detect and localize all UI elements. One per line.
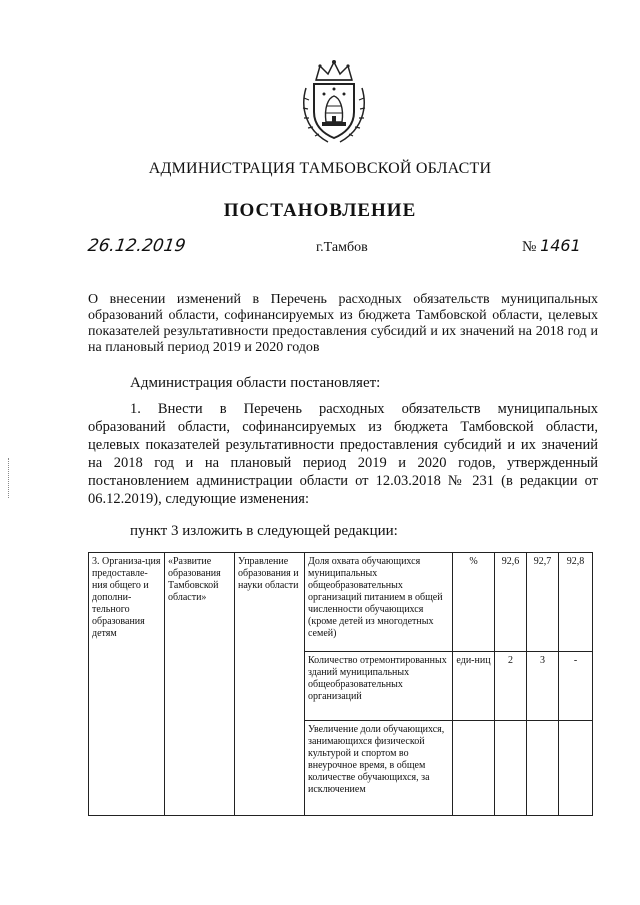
agency-title: АДМИНИСТРАЦИЯ ТАМБОВСКОЙ ОБЛАСТИ <box>148 160 492 177</box>
value-2018-cell: 92,6 <box>495 553 527 652</box>
indicator-cell: Количество отремонтированных зданий муниципальных общеобразовательных организаций <box>305 652 453 721</box>
value-2019-cell <box>527 721 559 816</box>
paragraph-1: 1. Внести в Перечень расходных обязательств муниципальных образований области, софинансируемых из бюджета Тамбовской области, целевых показателей результативности предоставления субсидий и их значений на 2018 год и на плановый период 2019 и 2020 годов, утвержденный постановлением администрации области от 12.03.2018 № 231 (в редакции от 06.12.2019), следующие изменения: <box>88 401 598 507</box>
sub-paragraph: пункт 3 изложить в следующей редакции: <box>130 523 398 539</box>
value-2018-cell <box>495 721 527 816</box>
unit-cell <box>453 721 495 816</box>
document-subject: О внесении изменений в Перечень расходных обязательств муниципальных образований области, софинансируемых из бюджета Тамбовской области, целевых показателей результативности предоставления субсидий и их значений на 2018 год и на плановый период 2019 и 2020 годов <box>88 292 598 355</box>
handwritten-number: 1461 <box>540 236 581 255</box>
value-2020-cell <box>559 721 593 816</box>
unit-cell: % <box>453 553 495 652</box>
indicator-cell: Доля охвата обучающихся муниципальных общеобразовательных организаций питанием в общей численности обучающихся (кроме детей из многодетных семей) <box>305 553 453 652</box>
table-row <box>89 553 593 652</box>
value-2020-cell: 92,8 <box>559 553 593 652</box>
responsible-body-cell: Управление образования и науки области <box>235 553 305 816</box>
city-label: г.Тамбов <box>316 240 368 255</box>
document-type-title: ПОСТАНОВЛЕНИЕ <box>223 200 417 221</box>
handwritten-date: 26.12.2019 <box>86 236 187 256</box>
indicator-cell: Увеличение доли обучающихся, занимающихся физической культурой и спортом во внеурочное время, в общем количестве обучающихся, за исключением <box>305 721 453 816</box>
intro-line: Администрация области постановляет: <box>130 375 381 391</box>
state-program-cell: «Развитие образования Тамбовской области» <box>165 553 235 816</box>
coat-of-arms-emblem <box>298 58 370 146</box>
value-2019-cell: 92,7 <box>527 553 559 652</box>
program-area-cell: 3. Организа-ция предоставле-ния общего и дополни-тельного образования детям <box>89 553 165 816</box>
indicators-table <box>88 552 593 816</box>
number-label: № <box>522 239 537 255</box>
scan-margin-mark <box>8 458 11 498</box>
unit-cell: еди-ниц <box>453 652 495 721</box>
document-number <box>522 236 581 256</box>
value-2018-cell: 2 <box>495 652 527 721</box>
value-2020-cell: - <box>559 652 593 721</box>
value-2019-cell: 3 <box>527 652 559 721</box>
